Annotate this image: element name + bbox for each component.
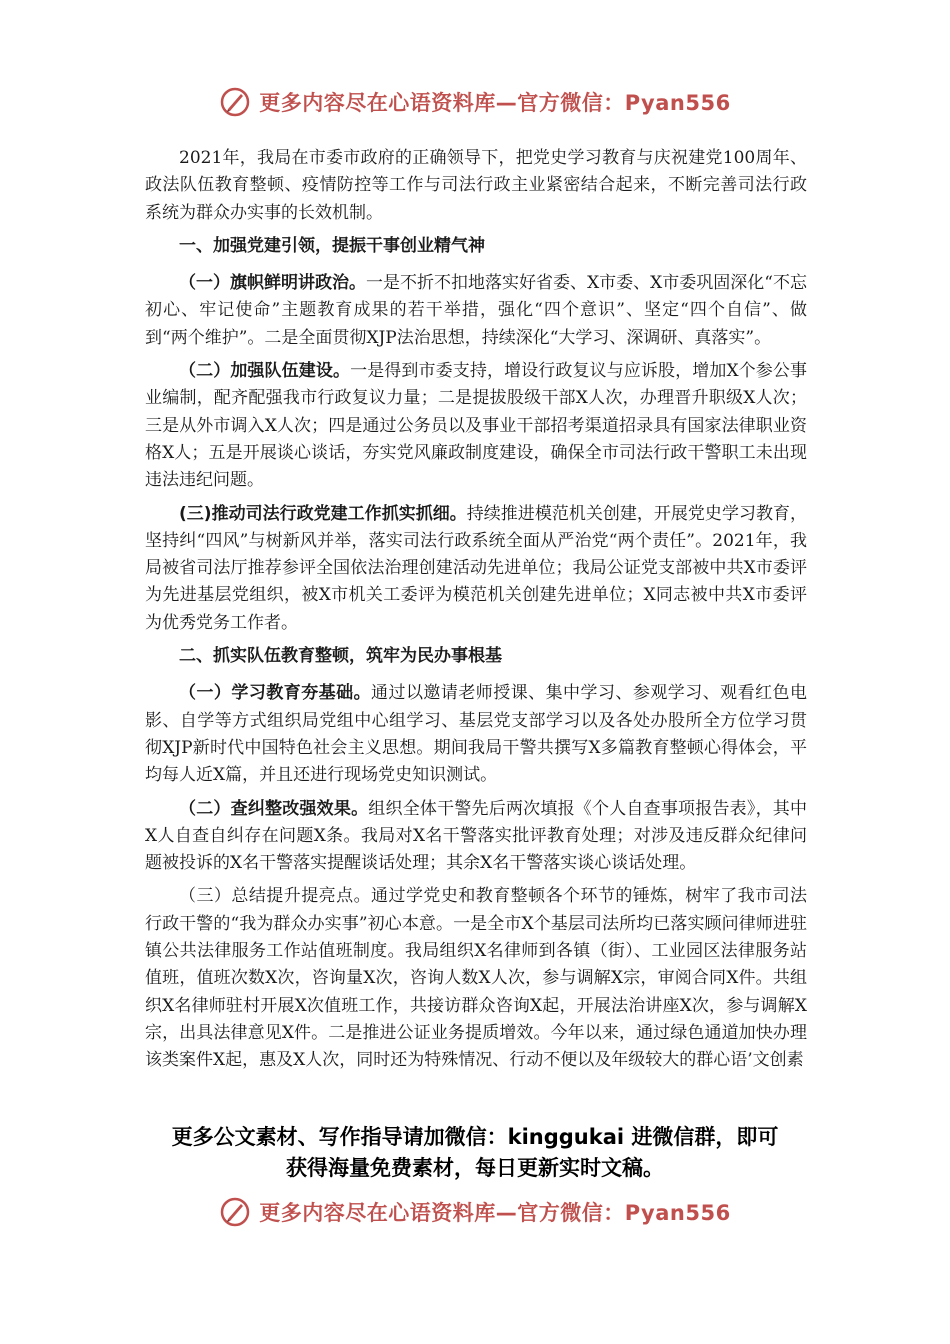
paragraph-2-2 (145, 796, 807, 878)
paragraph-1-1 (145, 270, 807, 352)
section-heading-2: 二、抓实队伍教育整顿，筑牢为民办事根基 (179, 646, 502, 667)
promo-notice (0, 1122, 950, 1184)
footer-watermark-banner (0, 1192, 950, 1232)
header-watermark-banner (0, 82, 950, 122)
footer-watermark-text: 更多内容尽在心语资料库—官方微信：Pyan556 (259, 1201, 731, 1225)
paragraph-1-3 (145, 501, 807, 637)
document-body (145, 145, 807, 1081)
paragraph-title: （二）查纠整改强效果。 (179, 798, 369, 819)
brush-logo-icon (219, 86, 251, 118)
paragraph-1-2 (145, 358, 807, 494)
paragraph-title: （二）加强队伍建设。 (179, 361, 351, 382)
paragraph-body: 一是得到市委支持，增设行政复议与应诉股，增加X个参公事业编制，配齐配强我市行政复议力量；二是提拔股级干部X人次，办理晋升职级X人次；三是从外市调入X人次；四是通过公务员以及事业干部招考渠道招录具有国家法律职业资格X人；五是开展谈心谈话，夯实党风廉政制度建设，确保全市司法行政干警职工未出现违法违纪问题。 (145, 361, 808, 491)
paragraph-2-3: （三）总结提升提亮点。通过学党史和教育整顿各个环节的锤炼，树牢了我市司法行政干警的“我为群众办实事”初心本意。一是全市X个基层司法所均已落实顾问律师进驻镇公共法律服务工作站值班制度。我局组织X名律师到各镇（街）、工业园区法律服务站值班，值班次数X次，咨询量X次，咨询人数X人次，参与调解X宗，审阅合同X件。共组织X名律师驻村开展X次值班工作，共接访群众咨询X起，开展法治讲座X次，参与调解X宗，出具法律意见X件。二是推进公证业务提质增效。今年以来，通过绿色通道加快办理该类案件X起，惠及X人次，同时还为特殊情况、行动不便以及年级较大的群心语’文创素 (145, 886, 807, 1071)
paragraph-2-1 (145, 680, 807, 789)
paragraph-title: (三)推动司法行政党建工作抓实抓细。 (179, 503, 467, 524)
section-heading-1: 一、加强党建引领，提振干事创业精气神 (179, 235, 485, 256)
promo-line-2: 获得海量免费素材，每日更新实时文稿。 (286, 1156, 664, 1180)
brush-logo-icon (219, 1196, 251, 1228)
header-watermark-text: 更多内容尽在心语资料库—官方微信：Pyan556 (259, 91, 731, 115)
intro-paragraph: 2021年，我局在市委市政府的正确领导下，把党史学习教育与庆祝建党100周年、政法队伍教育整顿、疫情防控等工作与司法行政主业紧密结合起来，不断完善司法行政系统为群众办实事的长效机制。 (145, 148, 807, 223)
paragraph-body: 持续推进模范机关创建，开展党史学习教育，坚持纠“四风”与树新风并举，落实司法行政系统全面从严治党“两个责任”。2021年，我局被省司法厅推荐参评全国依法治理创建活动先进单位；我局公证党支部被中共X市委评为先进基层党组织，被X市机关工委评为模范机关创建先进单位；X同志被中共X市委评为优秀党务工作者。 (145, 503, 807, 633)
paragraph-title: （一）学习教育夯基础。 (179, 683, 372, 704)
paragraph-title: （一）旗帜鲜明讲政治。 (179, 273, 367, 294)
paragraph-body: 通过以邀请老师授课、集中学习、参观学习、观看红色电影、自学等方式组织局党组中心组学习、基层党支部学习以及各处办股所全方位学习贯彻XJP新时代中国特色社会主义思想。期间我局干警共撰写X多篇教育整顿心得体会，平均每人近X篇，并且还进行现场党史知识测试。 (145, 683, 808, 786)
promo-line-1: 更多公文素材、写作指导请加微信：kinggukai 进微信群，即可 (171, 1125, 779, 1149)
paragraph-body: 一是不折不扣地落实好省委、X市委、X市委巩固深化“不忘初心、牢记使命”主题教育成果的若干举措，强化“四个意识”、坚定“四个自信”、做到“两个维护”。二是全面贯彻XJP法治思想，持续深化“大学习、深调研、真落实”。 (145, 273, 807, 348)
paragraph-body: 组织全体干警先后两次填报《个人自查事项报告表》，其中X人自查自纠存在问题X条。我局对X名干警落实批评教育处理；对涉及违反群众纪律问题被投诉的X名干警落实提醒谈话处理；其余X名干警落实谈心谈话处理。 (145, 798, 808, 874)
